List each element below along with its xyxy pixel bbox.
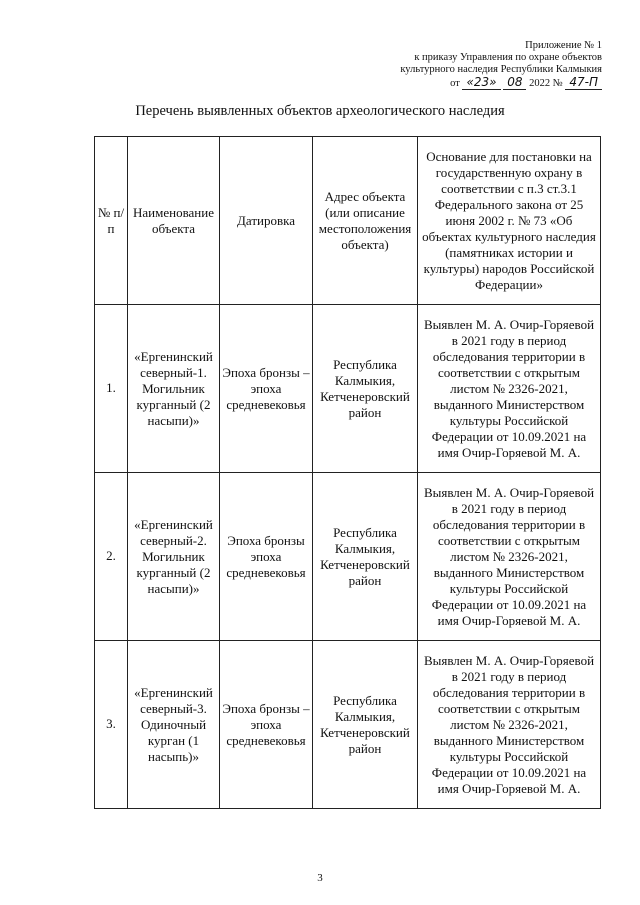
object-address: Республика Калмыкия, Кетченеровский район <box>313 305 418 473</box>
document-title: Перечень выявленных объектов археологического наследия <box>135 103 505 119</box>
page-number: 3 <box>317 872 323 884</box>
order-number: 47-П <box>565 75 602 90</box>
appendix-line-1: Приложение № 1 <box>525 40 602 51</box>
header-basis: Основание для постановки на государственную охрану в соответствии с п.3 ст.3.1 Федерального закона от 25 июня 2002 г. № 73 «Об объектах культурного наследия (памятниках истории и культуры) народов Российской Федерации» <box>418 137 601 305</box>
object-dating: Эпоха бронзы эпоха средневековья <box>220 473 313 641</box>
object-name: «Ергенинский северный-1. Могильник курганный (2 насыпи)» <box>128 305 220 473</box>
object-dating: Эпоха бронзы – эпоха средневековья <box>220 641 313 809</box>
from-label: от <box>450 78 460 89</box>
object-name: «Ергенинский северный-2. Могильник курганный (2 насыпи)» <box>128 473 220 641</box>
header-dating: Датировка <box>220 137 313 305</box>
object-address: Республика Калмыкия, Кетченеровский район <box>313 641 418 809</box>
object-basis: Выявлен М. А. Очир-Горяевой в 2021 году в период обследования территории в соответствии с открытым листом № 2326-2021, выданного Министерством культуры Российской Федерации от 10.09.2021 на имя Очир-Горяевой М. А. <box>418 305 601 473</box>
number-label: № <box>552 78 563 89</box>
table-header-row <box>95 137 601 305</box>
date-year: 2022 <box>529 78 551 89</box>
row-number: 1. <box>95 305 128 473</box>
header-number: № п/п <box>95 137 128 305</box>
header-name: Наименование объекта <box>128 137 220 305</box>
row-number: 2. <box>95 473 128 641</box>
date-month: 08 <box>503 75 526 90</box>
object-basis: Выявлен М. А. Очир-Горяевой в 2021 году в период обследования территории в соответствии с открытым листом № 2326-2021, выданного Министерством культуры Российской Федерации от 10.09.2021 на имя Очир-Горяевой М. А. <box>418 641 601 809</box>
row-number: 3. <box>95 641 128 809</box>
date-day: «23» <box>462 75 500 90</box>
table-row <box>95 473 601 641</box>
appendix-line-2: к приказу Управления по охране объектов <box>414 52 602 63</box>
table-row <box>95 305 601 473</box>
header-address: Адрес объекта (или описание местоположения объекта) <box>313 137 418 305</box>
object-address: Республика Калмыкия, Кетченеровский район <box>313 473 418 641</box>
appendix-date-line <box>342 76 602 90</box>
object-basis: Выявлен М. А. Очир-Горяевой в 2021 году в период обследования территории в соответствии с открытым листом № 2326-2021, выданного Министерством культуры Российской Федерации от 10.09.2021 на имя Очир-Горяевой М. А. <box>418 473 601 641</box>
table-row <box>95 641 601 809</box>
appendix-line-3: культурного наследия Республики Калмыкия <box>400 64 602 75</box>
object-dating: Эпоха бронзы – эпоха средневековья <box>220 305 313 473</box>
objects-table <box>94 136 601 809</box>
object-name: «Ергенинский северный-3. Одиночный курган (1 насыпь)» <box>128 641 220 809</box>
appendix-header <box>342 40 602 90</box>
